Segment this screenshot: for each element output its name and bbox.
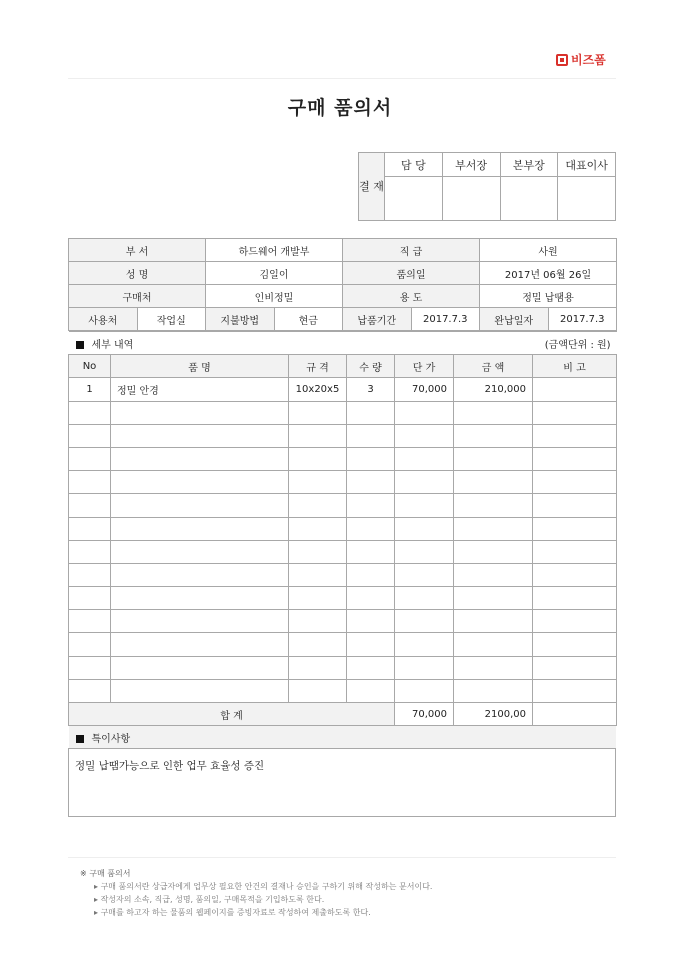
notes-header xyxy=(69,726,616,749)
cell-amount[interactable] xyxy=(454,610,533,633)
cell-no[interactable] xyxy=(69,540,111,563)
cell-no[interactable] xyxy=(69,494,111,517)
cell-amount[interactable] xyxy=(454,633,533,656)
cell-qty[interactable] xyxy=(347,517,395,540)
cell-no[interactable] xyxy=(69,517,111,540)
total-row xyxy=(69,703,617,726)
total-unit-price[interactable]: 70,000 xyxy=(395,703,454,726)
detail-section-header xyxy=(69,332,617,355)
value-department[interactable]: 하드웨어 개발부 xyxy=(206,239,343,262)
table-row xyxy=(69,563,617,586)
cell-qty[interactable] xyxy=(347,494,395,517)
detail-header-row xyxy=(69,355,617,378)
cell-no[interactable] xyxy=(69,633,111,656)
cell-item[interactable] xyxy=(111,563,289,586)
cell-no[interactable] xyxy=(69,447,111,470)
cell-spec[interactable] xyxy=(289,610,347,633)
cell-spec[interactable] xyxy=(289,656,347,679)
cell-amount[interactable] xyxy=(454,679,533,702)
cell-spec[interactable] xyxy=(289,424,347,447)
guide-item: ▸ 구매를 하고자 하는 물품의 웹페이지를 증빙자료로 작성하여 제출하도록 한다. xyxy=(80,906,432,919)
cell-item[interactable] xyxy=(111,656,289,679)
cell-amount[interactable] xyxy=(454,471,533,494)
cell-amount[interactable] xyxy=(454,401,533,424)
cell-spec[interactable] xyxy=(289,540,347,563)
cell-remarks[interactable] xyxy=(533,447,617,470)
table-row xyxy=(69,378,617,401)
cell-item[interactable] xyxy=(111,401,289,424)
guide-item: ▸ 구매 품의서란 상급자에게 업무상 필요한 안건의 결재나 승인을 구하기 위해 작성하는 문서이다. xyxy=(80,880,432,893)
cell-remarks[interactable] xyxy=(533,656,617,679)
label-completion-date: 완납일자 xyxy=(480,308,549,331)
col-header-item: 품 명 xyxy=(111,355,289,378)
cell-item[interactable] xyxy=(111,679,289,702)
total-remarks[interactable] xyxy=(533,703,617,726)
square-bullet-icon xyxy=(76,341,84,349)
guide-title: ※ 구매 품의서 xyxy=(80,869,131,878)
value-delivery-period[interactable]: 2017.7.3 xyxy=(411,308,480,331)
notes-title: 특이사항 xyxy=(91,733,131,745)
col-header-no: No xyxy=(69,355,111,378)
cell-remarks[interactable] xyxy=(533,378,617,401)
cell-item[interactable] xyxy=(111,610,289,633)
cell-unit-price[interactable] xyxy=(395,656,454,679)
cell-spec[interactable] xyxy=(289,517,347,540)
approval-head-division-head: 본부장 xyxy=(500,153,558,177)
cell-remarks[interactable] xyxy=(533,679,617,702)
cell-spec[interactable] xyxy=(289,447,347,470)
approval-sign-dept-manager[interactable] xyxy=(442,177,500,221)
cell-amount[interactable] xyxy=(454,447,533,470)
cell-amount[interactable] xyxy=(454,656,533,679)
cell-qty[interactable] xyxy=(347,563,395,586)
approval-side-label: 결 재 xyxy=(359,153,385,221)
label-request-date: 품의일 xyxy=(343,262,480,285)
cell-remarks[interactable] xyxy=(533,540,617,563)
cell-item[interactable] xyxy=(111,587,289,610)
cell-unit-price[interactable] xyxy=(395,563,454,586)
cell-unit-price[interactable] xyxy=(395,447,454,470)
cell-item[interactable] xyxy=(111,424,289,447)
cell-qty[interactable] xyxy=(347,424,395,447)
cell-remarks[interactable] xyxy=(533,563,617,586)
col-header-spec: 규 격 xyxy=(289,355,347,378)
label-vendor: 구매처 xyxy=(69,285,206,308)
cell-remarks[interactable] xyxy=(533,610,617,633)
cell-qty[interactable] xyxy=(347,633,395,656)
cell-amount[interactable] xyxy=(454,587,533,610)
approval-sign-staff[interactable] xyxy=(385,177,443,221)
cell-no[interactable] xyxy=(69,656,111,679)
col-header-amount: 금 액 xyxy=(454,355,533,378)
approval-table xyxy=(358,152,616,221)
notes-content[interactable]: 정밀 납땜가능으로 인한 업무 효율성 증진 xyxy=(69,749,616,817)
cell-remarks[interactable] xyxy=(533,401,617,424)
label-position: 직 급 xyxy=(343,239,480,262)
cell-no[interactable] xyxy=(69,424,111,447)
table-row xyxy=(69,424,617,447)
col-header-remarks: 비 고 xyxy=(533,355,617,378)
col-header-qty: 수 량 xyxy=(347,355,395,378)
top-divider xyxy=(68,78,616,79)
cell-unit-price[interactable] xyxy=(395,517,454,540)
label-name: 성 명 xyxy=(69,262,206,285)
cell-spec[interactable]: 10x20x5 xyxy=(289,378,347,401)
cell-amount[interactable] xyxy=(454,517,533,540)
guide-notes xyxy=(80,867,432,919)
cell-spec[interactable] xyxy=(289,587,347,610)
approval-head-staff: 담 당 xyxy=(385,153,443,177)
cell-item[interactable] xyxy=(111,471,289,494)
cell-qty[interactable] xyxy=(347,447,395,470)
value-payment-method[interactable]: 현금 xyxy=(274,308,343,331)
cell-spec[interactable] xyxy=(289,633,347,656)
table-row xyxy=(69,610,617,633)
logo-icon xyxy=(556,54,568,66)
table-row xyxy=(69,471,617,494)
cell-amount[interactable]: 210,000 xyxy=(454,378,533,401)
table-row xyxy=(69,679,617,702)
cell-spec[interactable] xyxy=(289,563,347,586)
info-table xyxy=(68,238,617,331)
cell-no[interactable] xyxy=(69,610,111,633)
table-row xyxy=(69,633,617,656)
approval-sign-ceo[interactable] xyxy=(558,177,616,221)
table-row xyxy=(69,401,617,424)
cell-unit-price[interactable] xyxy=(395,679,454,702)
cell-remarks[interactable] xyxy=(533,424,617,447)
cell-qty[interactable] xyxy=(347,679,395,702)
detail-section-title: 세부 내역 xyxy=(91,339,134,351)
cell-qty[interactable] xyxy=(347,540,395,563)
cell-unit-price[interactable]: 70,000 xyxy=(395,378,454,401)
table-row xyxy=(69,540,617,563)
cell-item[interactable] xyxy=(111,633,289,656)
guide-item: ▸ 작성자의 소속, 직급, 성명, 품의일, 구매목적을 기입하도록 한다. xyxy=(80,893,432,906)
cell-amount[interactable] xyxy=(454,563,533,586)
value-purpose[interactable]: 정밀 납땜용 xyxy=(480,285,617,308)
cell-remarks[interactable] xyxy=(533,471,617,494)
col-header-unit-price: 단 가 xyxy=(395,355,454,378)
logo-text: 비즈폼 xyxy=(571,53,606,67)
cell-item[interactable] xyxy=(111,494,289,517)
cell-spec[interactable] xyxy=(289,401,347,424)
cell-spec[interactable] xyxy=(289,494,347,517)
cell-unit-price[interactable] xyxy=(395,610,454,633)
cell-qty[interactable] xyxy=(347,656,395,679)
table-row xyxy=(69,494,617,517)
document-title: 구매 품의서 xyxy=(287,97,393,119)
approval-sign-division-head[interactable] xyxy=(500,177,558,221)
total-label: 합 계 xyxy=(69,703,395,726)
cell-remarks[interactable] xyxy=(533,587,617,610)
value-name[interactable]: 김일이 xyxy=(206,262,343,285)
square-bullet-icon xyxy=(76,735,84,743)
cell-qty[interactable] xyxy=(347,471,395,494)
detail-table xyxy=(68,331,617,726)
label-use-location: 사용처 xyxy=(69,308,138,331)
cell-no[interactable]: 1 xyxy=(69,378,111,401)
table-row xyxy=(69,447,617,470)
label-delivery-period: 납품기간 xyxy=(343,308,412,331)
cell-unit-price[interactable] xyxy=(395,587,454,610)
cell-remarks[interactable] xyxy=(533,517,617,540)
table-row xyxy=(69,587,617,610)
label-purpose: 용 도 xyxy=(343,285,480,308)
footer-divider xyxy=(68,857,616,858)
cell-qty[interactable]: 3 xyxy=(347,378,395,401)
cell-no[interactable] xyxy=(69,679,111,702)
cell-item[interactable] xyxy=(111,517,289,540)
table-row xyxy=(69,517,617,540)
cell-unit-price[interactable] xyxy=(395,424,454,447)
cell-qty[interactable] xyxy=(347,610,395,633)
label-payment-method: 지불방법 xyxy=(206,308,275,331)
cell-amount[interactable] xyxy=(454,540,533,563)
cell-item[interactable] xyxy=(111,447,289,470)
value-use-location[interactable]: 작업실 xyxy=(137,308,206,331)
cell-unit-price[interactable] xyxy=(395,494,454,517)
value-vendor[interactable]: 인비정밀 xyxy=(206,285,343,308)
notes-table xyxy=(68,725,616,817)
cell-no[interactable] xyxy=(69,401,111,424)
cell-item[interactable] xyxy=(111,540,289,563)
cell-unit-price[interactable] xyxy=(395,633,454,656)
amount-unit-note: (금액단위 : 원) xyxy=(544,339,611,351)
value-position[interactable]: 사원 xyxy=(480,239,617,262)
cell-no[interactable] xyxy=(69,587,111,610)
cell-unit-price[interactable] xyxy=(395,540,454,563)
cell-item[interactable]: 정밀 안경 xyxy=(111,378,289,401)
value-completion-date[interactable]: 2017.7.3 xyxy=(548,308,617,331)
total-amount[interactable]: 2100,00 xyxy=(454,703,533,726)
cell-amount[interactable] xyxy=(454,424,533,447)
cell-remarks[interactable] xyxy=(533,494,617,517)
approval-head-dept-manager: 부서장 xyxy=(442,153,500,177)
cell-qty[interactable] xyxy=(347,587,395,610)
table-row xyxy=(69,656,617,679)
bizform-logo xyxy=(556,51,606,68)
value-request-date[interactable]: 2017년 06월 26일 xyxy=(480,262,617,285)
label-department: 부 서 xyxy=(69,239,206,262)
cell-unit-price[interactable] xyxy=(395,471,454,494)
approval-head-ceo: 대표이사 xyxy=(558,153,616,177)
cell-spec[interactable] xyxy=(289,679,347,702)
cell-qty[interactable] xyxy=(347,401,395,424)
cell-amount[interactable] xyxy=(454,494,533,517)
cell-no[interactable] xyxy=(69,471,111,494)
cell-spec[interactable] xyxy=(289,471,347,494)
cell-no[interactable] xyxy=(69,563,111,586)
cell-remarks[interactable] xyxy=(533,633,617,656)
cell-unit-price[interactable] xyxy=(395,401,454,424)
